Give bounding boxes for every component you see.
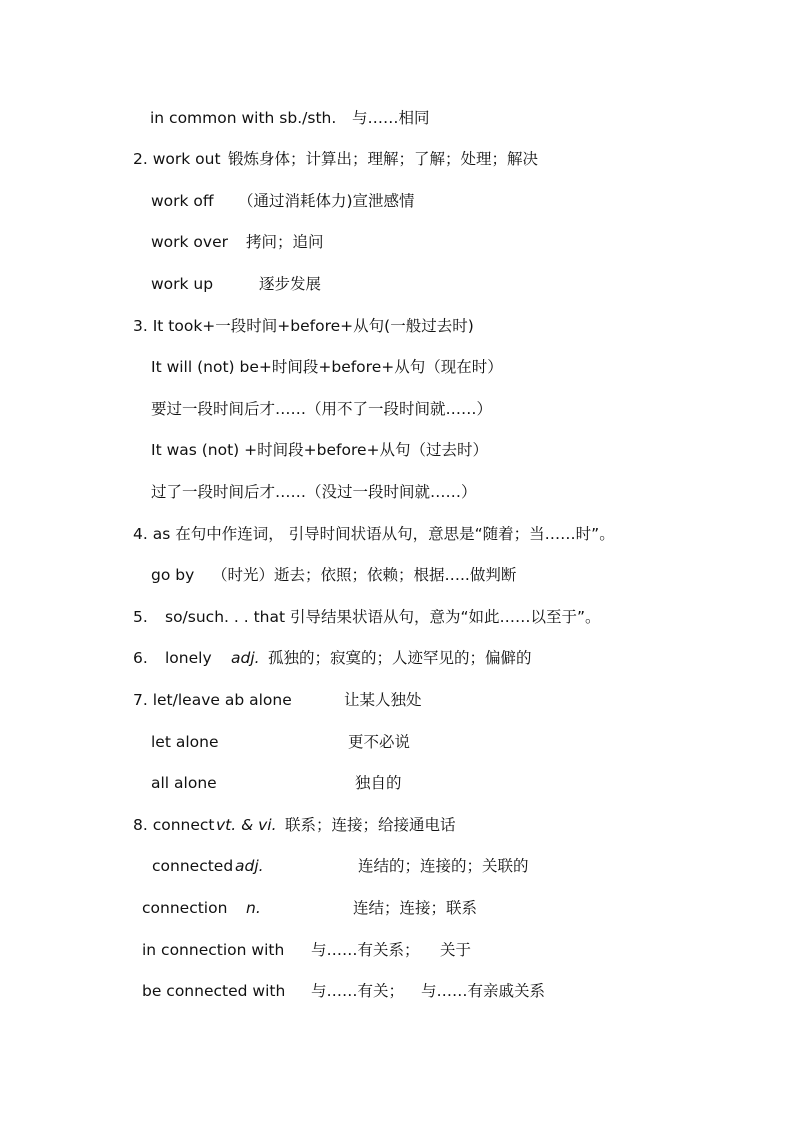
line-14-segment-1: 6. [133, 649, 148, 667]
line-12-segment-1: go by [151, 566, 195, 584]
line-3-segment-2: （通过消耗体力)宣泄感情 [238, 192, 415, 210]
line-2-segment-1: 2. work out [133, 150, 221, 168]
line-14-segment-3: adj. [231, 649, 260, 667]
line-22-segment-2: 与……有关； [311, 982, 405, 1000]
line-5-segment-1: work up [151, 275, 214, 293]
line-21-segment-1: in connection with [142, 941, 285, 959]
line-20-segment-1: connection [142, 899, 228, 917]
line-19-segment-1: connected [152, 857, 234, 875]
line-4-segment-1: work over [151, 233, 229, 251]
line-1-segment-2: 与……相同 [352, 109, 430, 127]
line-15-segment-1: 7. let/leave ab alone [133, 691, 292, 709]
line-11-segment-1: 4. as 在句中作连词， 引导时间状语从句，意思是“随着；当……时”。 [133, 525, 615, 543]
line-17-segment-2: 独自的 [355, 774, 402, 792]
line-3-segment-1: work off [151, 192, 214, 210]
line-5-segment-2: 逐步发展 [259, 275, 322, 293]
line-4-segment-2: 拷问；追问 [246, 233, 324, 251]
line-14-segment-2: lonely [165, 649, 212, 667]
line-20-segment-3: 连结；连接；联系 [353, 899, 478, 917]
line-8-segment-1: 要过一段时间后才……（用不了一段时间就……） [151, 400, 493, 418]
line-2-segment-2: 锻炼身体；计算出；理解；了解；处理；解决 [228, 150, 539, 168]
line-18-segment-1: 8. connect [133, 816, 215, 834]
line-22-segment-3: 与……有亲戚关系 [421, 982, 546, 1000]
line-6-segment-1: 3. It took+一段时间+before+从句(一般过去时) [133, 317, 474, 335]
line-13-segment-1: 5. [133, 608, 148, 626]
line-21-segment-2: 与……有关系； [311, 941, 420, 959]
line-19-segment-2: adj. [235, 857, 264, 875]
line-13-segment-2: so/such. . . that 引导结果状语从句，意为“如此……以至于”。 [165, 608, 601, 626]
line-21-segment-3: 关于 [440, 941, 472, 959]
line-18-segment-2: vt. & vi. [216, 816, 277, 834]
line-16-segment-2: 更不必说 [348, 733, 411, 751]
line-9-segment-1: It was (not) +时间段+before+从句（过去时） [151, 441, 489, 459]
line-20-segment-2: n. [246, 899, 261, 917]
line-17-segment-1: all alone [151, 774, 217, 792]
line-16-segment-1: let alone [151, 733, 219, 751]
line-18-segment-3: 联系；连接；给接通电话 [285, 816, 456, 834]
line-22-segment-1: be connected with [142, 982, 286, 1000]
line-15-segment-2: 让某人独处 [344, 691, 422, 709]
line-10-segment-1: 过了一段时间后才……（没过一段时间就……） [151, 483, 477, 501]
line-1-segment-1: in common with sb./sth. [150, 109, 337, 127]
line-12-segment-2: （时光）逝去；依照；依赖；根据…..做判断 [212, 566, 517, 584]
line-19-segment-3: 连结的；连接的；关联的 [358, 857, 529, 875]
line-14-segment-4: 孤独的；寂寞的；人迹罕见的；偏僻的 [268, 649, 532, 667]
line-7-segment-1: It will (not) be+时间段+before+从句（现在时） [151, 358, 503, 376]
